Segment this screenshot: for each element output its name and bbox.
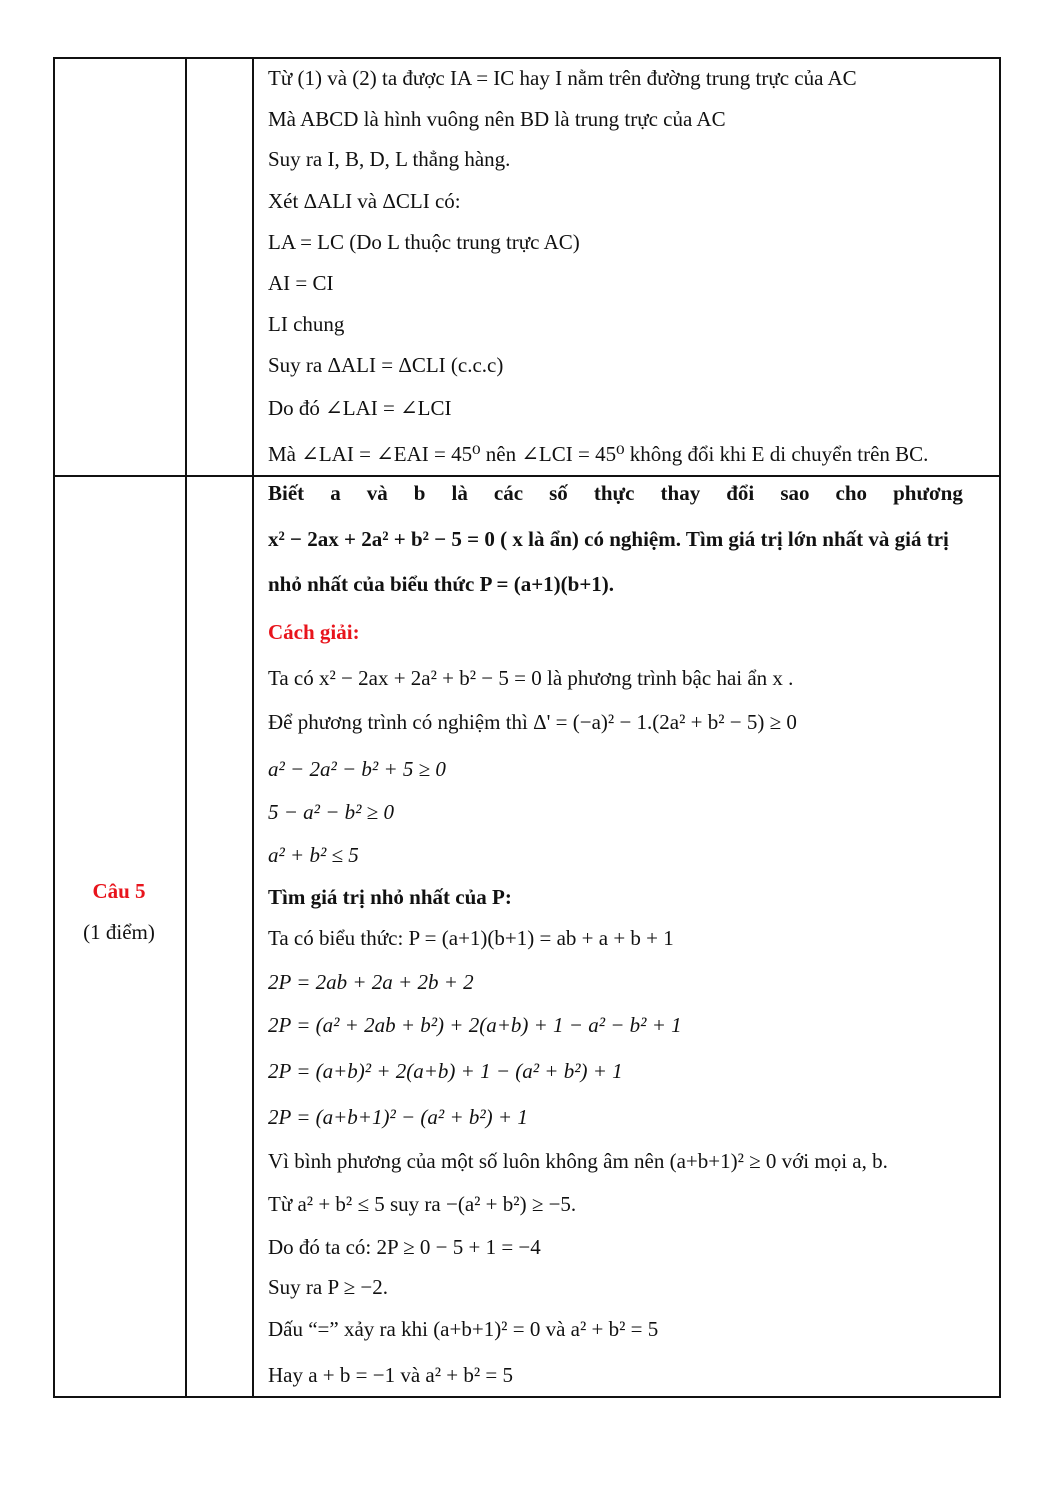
- solution-line-5: a² + b² ≤ 5: [268, 843, 359, 867]
- solution-line-16: Dấu “=” xảy ra khi (a+b+1)² = 0 và a² + b² = 5: [268, 1317, 659, 1341]
- prompt-word: cho: [835, 481, 868, 505]
- prompt-word: phương: [893, 481, 963, 505]
- solution-line-8: 2P = 2ab + 2a + 2b + 2: [268, 970, 474, 994]
- question-prompt-line-2: x² − 2ax + 2a² + b² − 5 = 0 ( x là ẩn) có nghiệm. Tìm giá trị lớn nhất và giá trị: [268, 527, 949, 551]
- prompt-word: đổi: [726, 481, 755, 505]
- solution-line-3: a² − 2a² − b² + 5 ≥ 0: [268, 757, 446, 781]
- row1-line-7: LI chung: [268, 312, 345, 336]
- column-divider-2: [252, 59, 254, 1396]
- row1-line-2: Mà ABCD là hình vuông nên BD là trung trực của AC: [268, 107, 726, 131]
- solution-line-13: Từ a² + b² ≤ 5 suy ra −(a² + b²) ≥ −5.: [268, 1192, 577, 1216]
- column-divider-1: [185, 59, 187, 1396]
- question-prompt-line-1: [268, 480, 963, 506]
- row1-line-1: Từ (1) và (2) ta được IA = IC hay I nằm trên đường trung trực của AC: [268, 66, 857, 90]
- solution-line-17: Hay a + b = −1 và a² + b² = 5: [268, 1363, 514, 1387]
- row1-line-9: Do đó ∠LAI = ∠LCI: [268, 396, 452, 420]
- solution-line-9: 2P = (a² + 2ab + b²) + 2(a+b) + 1 − a² − b² + 1: [268, 1013, 682, 1037]
- question-prompt-line-3: nhỏ nhất của biểu thức P = (a+1)(b+1).: [268, 572, 615, 596]
- prompt-word: b: [413, 481, 426, 505]
- solution-line-14: Do đó ta có: 2P ≥ 0 − 5 + 1 = −4: [268, 1235, 541, 1259]
- row1-line-10: Mà ∠LAI = ∠EAI = 45⁰ nên ∠LCI = 45⁰ không đổi khi E di chuyển trên BC.: [268, 442, 929, 466]
- solution-line-10: 2P = (a+b)² + 2(a+b) + 1 − (a² + b²) + 1: [268, 1059, 623, 1083]
- prompt-word: các: [493, 481, 524, 505]
- solution-heading: Cách giải:: [268, 620, 360, 644]
- row1-line-3: Suy ra I, B, D, L thẳng hàng.: [268, 147, 511, 171]
- question-points: (1 điểm): [83, 920, 155, 944]
- solution-subheading: Tìm giá trị nhỏ nhất của P:: [268, 885, 512, 909]
- question-label: Câu 5: [92, 879, 146, 903]
- solution-line-12: Vì bình phương của một số luôn không âm nên (a+b+1)² ≥ 0 với mọi a, b.: [268, 1149, 888, 1173]
- prompt-word: số: [549, 481, 568, 505]
- prompt-word: thay: [660, 481, 701, 505]
- solution-line-15: Suy ra P ≥ −2.: [268, 1275, 389, 1299]
- row1-line-4: Xét ΔALI và ΔCLI có:: [268, 189, 461, 213]
- row-divider: [55, 475, 999, 477]
- row1-line-8: Suy ra ΔALI = ΔCLI (c.c.c): [268, 353, 504, 377]
- solution-line-4: 5 − a² − b² ≥ 0: [268, 800, 394, 824]
- row1-line-5: LA = LC (Do L thuộc trung trực AC): [268, 230, 580, 254]
- row1-line-6: AI = CI: [268, 271, 334, 295]
- solution-line-1: Ta có x² − 2ax + 2a² + b² − 5 = 0 là phương trình bậc hai ẩn x .: [268, 666, 794, 690]
- prompt-word: sao: [780, 481, 810, 505]
- solution-line-2: Để phương trình có nghiệm thì Δ' = (−a)² − 1.(2a² + b² − 5) ≥ 0: [268, 710, 797, 734]
- prompt-word: a: [330, 481, 341, 505]
- solution-line-7: Ta có biểu thức: P = (a+1)(b+1) = ab + a + b + 1: [268, 926, 674, 950]
- solution-line-11: 2P = (a+b+1)² − (a² + b²) + 1: [268, 1105, 528, 1129]
- prompt-word: là: [451, 481, 468, 505]
- prompt-word: Biết: [268, 481, 305, 505]
- prompt-word: thực: [593, 481, 635, 505]
- prompt-word: và: [366, 481, 388, 505]
